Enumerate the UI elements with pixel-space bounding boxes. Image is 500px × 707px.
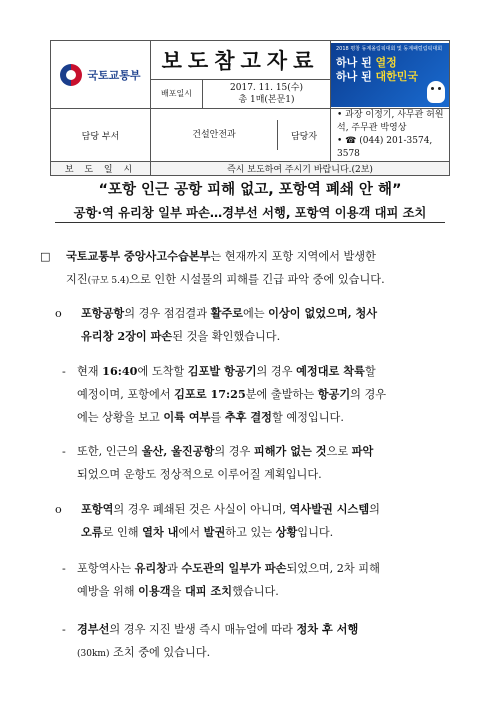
- paragraph-other-airports: - 또한, 인근의 울산, 울진공항의 경우 피해가 없는 것으로 파악 되었으며 운항도 정상적으로 이루어질 계획입니다.: [62, 440, 452, 486]
- person-label: 담당자: [290, 131, 318, 142]
- paragraph-pohang-airport: o 포항공항의 경우 점검결과 활주로에는 이상이 없었으며, 청사 유리창 2장이 파손된 것을 확인했습니다.: [55, 302, 455, 348]
- date-value: [203, 80, 330, 108]
- dept-label: 담당 부서: [51, 109, 151, 162]
- title-cell: [151, 41, 331, 109]
- press-title: 보도참고자료: [151, 41, 330, 80]
- ministry-name: 국토교통부: [87, 68, 141, 82]
- banner-line-1: 하나 된 열정: [336, 55, 397, 69]
- circle-bullet-icon: o: [55, 307, 62, 320]
- olympic-banner: [331, 43, 449, 107]
- subheadline-underline: [55, 222, 445, 223]
- logo-cell: [51, 41, 151, 109]
- release-date: 2017. 11. 15(수): [230, 83, 303, 93]
- date-row: [151, 80, 330, 108]
- banner-line-2: 하나 된 대한민국: [336, 69, 419, 83]
- dash-bullet-icon: -: [62, 365, 66, 378]
- contact-phone: • ☎ (044) 201-3574, 3578: [337, 136, 433, 159]
- dept-value: 건설안전과: [151, 120, 278, 150]
- date-label: 배포일시: [151, 80, 203, 108]
- release-value: 즉시 보도하여 주시기 바랍니다.(2보): [151, 162, 450, 176]
- paragraph-pohang-station: o 포항역의 경우 폐쇄된 것은 사실이 아니며, 역사발권 시스템의 오류로 인해 열차 내에서 발권하고 있는 상황입니다.: [55, 498, 455, 544]
- banner-cell: [331, 41, 450, 109]
- contact-info: [331, 109, 450, 162]
- banner-caption: 2018 평창 동계올림픽대회 및 동계패럴림픽대회: [336, 45, 443, 52]
- press-header-table: [50, 40, 450, 176]
- circle-bullet-icon: o: [55, 503, 62, 516]
- ministry-emblem-icon: [60, 64, 82, 86]
- paragraph-overview: □ 국토교통부 중앙사고수습본부는 현재까지 포항 지역에서 발생한 지진(규모 5.4)으로 인한 시설물의 피해를 긴급 파악 중에 있습니다.: [40, 245, 460, 293]
- headline: “포항 인근 공항 피해 없고, 포항역 폐쇄 안 해”: [98, 182, 402, 198]
- paragraph-flights: - 현재 16:40에 도착할 김포발 항공기의 경우 예정대로 착륙할 예정이며, 포항에서 김포로 17:25분에 출발하는 항공기의 경우 에는 상황을 보고 이륙 여부를 추후 결정할 예정입니다.: [62, 360, 452, 429]
- dash-bullet-icon: -: [62, 445, 66, 458]
- mascot-icon: [427, 81, 445, 103]
- contact-names: • 과장 이정기, 사무관 허원석, 주무관 박영상: [337, 110, 444, 133]
- dash-bullet-icon: -: [62, 623, 66, 636]
- dash-bullet-icon: -: [62, 562, 66, 575]
- release-label: 보 도 일 시: [51, 162, 151, 176]
- paragraph-gyeongbu-line: - 경부선의 경우 지진 발생 즉시 매뉴얼에 따라 정차 후 서행 (30km) 조치 중에 있습니다.: [62, 618, 452, 666]
- box-bullet-icon: □: [40, 250, 51, 263]
- page-count: 총 1매(본문1): [238, 95, 295, 105]
- paragraph-station-damage: - 포항역사는 유리창과 수도관의 일부가 파손되었으며, 2차 피해 예방을 위해 이용객을 대피 조치했습니다.: [62, 557, 452, 603]
- ministry-logo: [51, 64, 150, 86]
- dept-value-row: [151, 109, 331, 162]
- subheadline: 공항·역 유리창 일부 파손…경부선 서행, 포항역 이용객 대피 조치: [73, 206, 427, 220]
